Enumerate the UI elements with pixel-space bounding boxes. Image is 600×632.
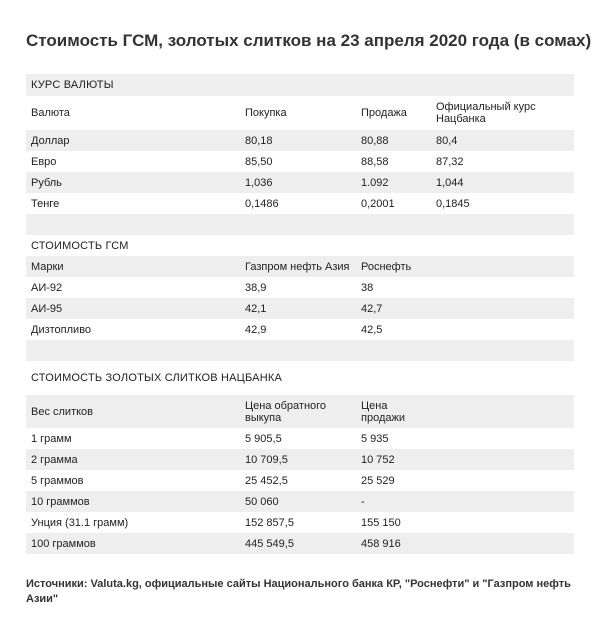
empty-cell bbox=[431, 256, 574, 277]
header-cell: Продажа bbox=[356, 96, 431, 130]
table-cell: 25 452,5 bbox=[240, 470, 356, 491]
table-cell: 80,18 bbox=[240, 130, 356, 151]
table-cell: 445 549,5 bbox=[240, 533, 356, 554]
table-cell: 25 529 bbox=[356, 470, 431, 491]
table-row bbox=[26, 533, 574, 554]
header-row-fuel bbox=[26, 256, 574, 277]
empty-cell bbox=[431, 512, 574, 533]
empty-cell bbox=[431, 428, 574, 449]
table-row bbox=[26, 151, 574, 172]
table-row bbox=[26, 512, 574, 533]
table-cell: Тенге bbox=[26, 193, 240, 214]
table-cell: Унция (31.1 грамм) bbox=[26, 512, 240, 533]
table-cell: 155 150 bbox=[356, 512, 431, 533]
table-cell: 38 bbox=[356, 277, 431, 298]
table-cell: 85,50 bbox=[240, 151, 356, 172]
table-cell: 42,9 bbox=[240, 319, 356, 340]
page-title: Стоимость ГСМ, золотых слитков на 23 апреля 2020 года (в сомах) bbox=[26, 31, 592, 50]
table-cell: 100 граммов bbox=[26, 533, 240, 554]
table-row bbox=[26, 491, 574, 512]
table-row bbox=[26, 470, 574, 491]
table-cell: 5 905,5 bbox=[240, 428, 356, 449]
section-row-currency bbox=[26, 74, 574, 96]
section-row-gold bbox=[26, 361, 574, 395]
empty-cell bbox=[431, 298, 574, 319]
table-cell: 1 грамм bbox=[26, 428, 240, 449]
empty-cell bbox=[431, 533, 574, 554]
table-cell: 80,88 bbox=[356, 130, 431, 151]
table-cell: 1,044 bbox=[431, 172, 574, 193]
table-row bbox=[26, 193, 574, 214]
spacer-row bbox=[26, 214, 574, 235]
table-cell: 88,58 bbox=[356, 151, 431, 172]
table-cell: 0,1486 bbox=[240, 193, 356, 214]
table-cell: 42,7 bbox=[356, 298, 431, 319]
table-cell: 2 грамма bbox=[26, 449, 240, 470]
table-cell: Доллар bbox=[26, 130, 240, 151]
table-row bbox=[26, 172, 574, 193]
table-cell: 42,5 bbox=[356, 319, 431, 340]
source-note: Источники: Valuta.kg, официальные сайты Национального банка КР, "Роснефти" и "Газпром нефть Азии" bbox=[26, 578, 571, 605]
spacer-cell bbox=[26, 340, 574, 361]
table-cell: 458 916 bbox=[356, 533, 431, 554]
header-row-currency bbox=[26, 96, 574, 130]
table-cell: 5 935 bbox=[356, 428, 431, 449]
table-cell: 1,036 bbox=[240, 172, 356, 193]
empty-cell bbox=[431, 491, 574, 512]
empty-cell bbox=[431, 277, 574, 298]
table-cell: 10 граммов bbox=[26, 491, 240, 512]
table-cell: 50 060 bbox=[240, 491, 356, 512]
table-cell: АИ-92 bbox=[26, 277, 240, 298]
empty-cell bbox=[356, 361, 431, 395]
table-cell: 1.092 bbox=[356, 172, 431, 193]
header-row-gold bbox=[26, 395, 574, 428]
table-cell: 80,4 bbox=[431, 130, 574, 151]
table-cell: 10 709,5 bbox=[240, 449, 356, 470]
table-row bbox=[26, 298, 574, 319]
header-cell: Покупка bbox=[240, 96, 356, 130]
table-cell: 0,1845 bbox=[431, 193, 574, 214]
table-row bbox=[26, 449, 574, 470]
table-cell: Дизтопливо bbox=[26, 319, 240, 340]
table-row bbox=[26, 130, 574, 151]
empty-cell bbox=[431, 361, 574, 395]
section-row-fuel bbox=[26, 235, 574, 256]
header-cell: Газпром нефть Азия bbox=[240, 256, 356, 277]
spacer-row bbox=[26, 340, 574, 361]
header-cell: Роснефть bbox=[356, 256, 431, 277]
header-cell: Цена продажи bbox=[356, 395, 431, 428]
empty-cell bbox=[431, 470, 574, 491]
table-cell: Рубль bbox=[26, 172, 240, 193]
table-cell: 42,1 bbox=[240, 298, 356, 319]
spacer-cell bbox=[26, 214, 574, 235]
data-table bbox=[26, 74, 574, 554]
section-title-currency: КУРС ВАЛЮТЫ bbox=[26, 74, 574, 96]
table-cell: 87,32 bbox=[431, 151, 574, 172]
header-cell: Вес слитков bbox=[26, 395, 240, 428]
header-cell: Официальный курс Нацбанка bbox=[431, 96, 574, 130]
table-cell: 10 752 bbox=[356, 449, 431, 470]
section-title-fuel: СТОИМОСТЬ ГСМ bbox=[26, 235, 574, 256]
header-cell: Валюта bbox=[26, 96, 240, 130]
empty-cell bbox=[431, 319, 574, 340]
empty-cell bbox=[431, 395, 574, 428]
table-cell: 5 граммов bbox=[26, 470, 240, 491]
table-cell: - bbox=[356, 491, 431, 512]
header-cell: Цена обратного выкупа bbox=[240, 395, 356, 428]
header-cell: Марки bbox=[26, 256, 240, 277]
empty-cell bbox=[431, 449, 574, 470]
table-cell: 152 857,5 bbox=[240, 512, 356, 533]
table-row bbox=[26, 277, 574, 298]
table-row bbox=[26, 428, 574, 449]
table-cell: 0,2001 bbox=[356, 193, 431, 214]
table-row bbox=[26, 319, 574, 340]
table-cell: АИ-95 bbox=[26, 298, 240, 319]
section-title-gold: СТОИМОСТЬ ЗОЛОТЫХ СЛИТКОВ НАЦБАНКА bbox=[26, 361, 356, 395]
table-cell: Евро bbox=[26, 151, 240, 172]
table-cell: 38,9 bbox=[240, 277, 356, 298]
